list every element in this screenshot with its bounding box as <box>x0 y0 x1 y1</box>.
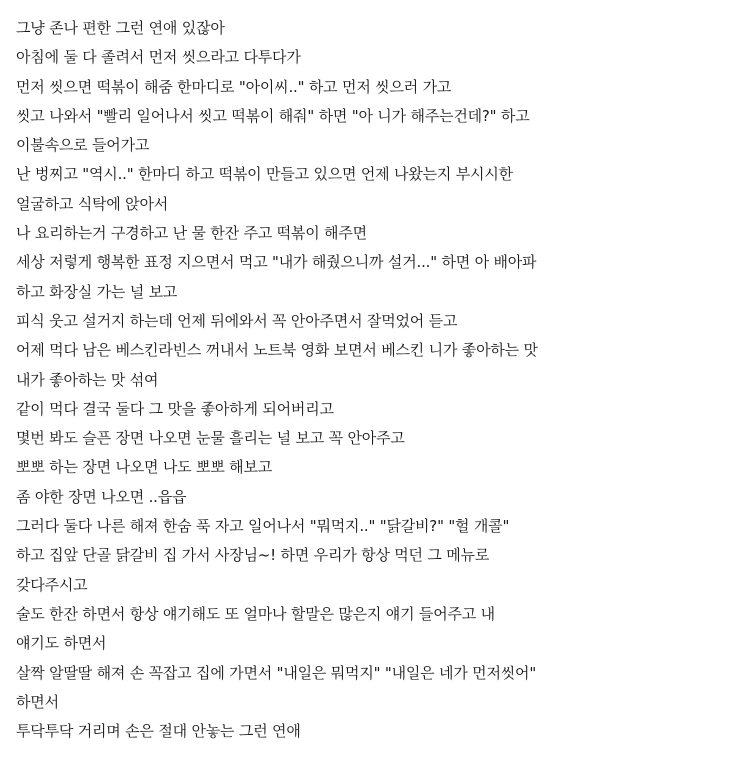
text-line: 술도 한잔 하면서 항상 얘기해도 또 얼마나 할말은 많은지 얘기 들어주고 내 <box>16 604 495 623</box>
text-line: 이불속으로 들어가고 <box>16 136 150 155</box>
text-line: 하고 집앞 단골 닭갈비 집 가서 사장님~! 하면 우리가 항상 먹던 그 메뉴로 <box>16 546 490 565</box>
text-line: 좀 야한 장면 나오면 ..읍읍 <box>16 487 187 506</box>
text-line: 뽀뽀 하는 장면 나오면 나도 뽀뽀 해보고 <box>16 458 273 477</box>
text-line: 얘기도 하면서 <box>16 634 107 653</box>
text-line: 투닥투닥 거리며 손은 절대 안놓는 그런 연애 <box>16 722 301 741</box>
text-line: 하고 화장실 가는 널 보고 <box>16 282 178 301</box>
text-line: 같이 먹다 결국 둘다 그 맛을 좋아하게 되어버리고 <box>16 399 334 418</box>
text-line: 하면서 <box>16 692 59 711</box>
text-line: 몇번 봐도 슬픈 장면 나오면 눈물 흘리는 널 보고 꼭 안아주고 <box>16 429 405 448</box>
text-line: 먼저 씻으면 떡볶이 해줌 한마디로 "아이씨.." 하고 먼저 씻으러 가고 <box>16 77 452 96</box>
text-line: 얼굴하고 식탁에 앉아서 <box>16 194 169 213</box>
text-line: 갖다주시고 <box>16 575 88 594</box>
text-line: 내가 좋아하는 맛 섞여 <box>16 370 159 389</box>
text-line: 나 요리하는거 구경하고 난 물 한잔 주고 떡볶이 해주면 <box>16 224 367 243</box>
text-line: 그냥 존나 편한 그런 연애 있잖아 <box>16 19 225 37</box>
text-line: 아침에 둘 다 졸려서 먼저 씻으라고 다투다가 <box>16 48 301 67</box>
text-line: 어제 먹다 남은 베스킨라빈스 꺼내서 노트북 영화 보면서 베스킨 니가 좋아하는 맛 <box>16 341 538 360</box>
text-line: 씻고 나와서 "빨리 일어나서 씻고 떡볶이 해줘" 하면 "아 니가 해주는건데?" 하고 <box>16 106 530 125</box>
text-line: 그러다 둘다 나른 해져 한숨 푹 자고 일어나서 "뭐먹지.." "닭갈비?" "헐 개콜" <box>16 517 510 536</box>
text-line: 살짝 알딸딸 해져 손 꼭잡고 집에 가면서 "내일은 뭐먹지" "내일은 네가 먼저씻어" <box>16 663 537 682</box>
text-line: 피식 웃고 설거지 하는데 언제 뒤에와서 꼭 안아주면서 잘먹었어 듣고 <box>16 311 458 330</box>
text-line: 세상 저렇게 행복한 표정 지으면서 먹고 "내가 해줬으니까 설거..." 하면 아 배아파 <box>16 253 537 272</box>
story-text-block <box>16 14 718 746</box>
text-line: 난 벙찌고 "역시.." 한마디 하고 떡볶이 만들고 있으면 언제 나왔는지 부시시한 <box>16 165 513 184</box>
